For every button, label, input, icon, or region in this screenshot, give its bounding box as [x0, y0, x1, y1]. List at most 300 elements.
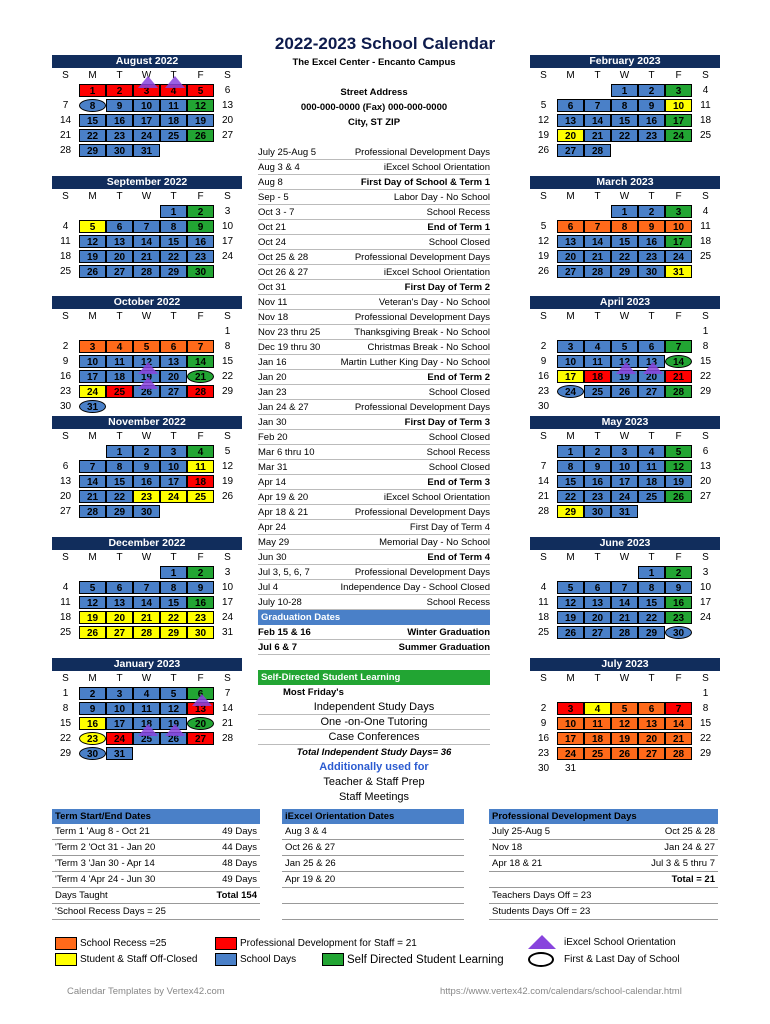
day-cell: 23: [59, 386, 72, 397]
day-cell: 15: [160, 235, 187, 248]
day-cell: 11: [106, 355, 133, 368]
event-row: [258, 565, 490, 580]
day-cell: 13: [699, 461, 712, 472]
weekday-label: F: [197, 673, 204, 684]
month-calendar: [530, 176, 720, 279]
day-cell: 20: [584, 611, 611, 624]
weekday-label: W: [619, 431, 630, 442]
weekday-label: S: [224, 552, 231, 563]
day-cell: 12: [79, 596, 106, 609]
event-row: [258, 445, 490, 460]
event-row: [258, 160, 490, 175]
week-row: [52, 98, 242, 113]
day-cell: [79, 204, 106, 219]
day-cell: 6: [106, 220, 133, 233]
day-cell: [214, 264, 241, 279]
day-cell: [106, 565, 133, 580]
event-date: Nov 23 thru 25: [258, 327, 321, 338]
event-desc: First Day of School & Term 1: [360, 177, 490, 188]
day-cell: 11: [638, 460, 665, 473]
graduation-label: Winter Graduation: [407, 627, 490, 638]
day-cell: 19: [79, 250, 106, 263]
day-cell: 5: [160, 687, 187, 700]
day-cell: 17: [106, 717, 133, 730]
day-cell: 14: [584, 114, 611, 127]
day-cell: 21: [665, 732, 692, 745]
footer-left-link[interactable]: Calendar Templates by Vertex42.com: [67, 986, 225, 997]
box-cell-left: Teachers Days Off = 23: [492, 890, 592, 901]
day-cell: [692, 625, 719, 640]
week-row: [530, 83, 720, 98]
day-cell: [584, 83, 611, 98]
orange-swatch: [55, 937, 77, 950]
day-cell: 31: [79, 400, 106, 413]
day-cell: 3: [665, 84, 692, 97]
orientation-triangle-icon: [138, 724, 158, 736]
weekday-label: T: [594, 673, 601, 684]
day-cell: 13: [638, 717, 665, 730]
day-cell: 4: [584, 340, 611, 353]
day-cell: 24: [611, 490, 638, 503]
month-header: January 2023: [52, 658, 242, 671]
day-cell: 17: [133, 114, 160, 127]
day-cell: 11: [584, 717, 611, 730]
event-date: Jun 30: [258, 552, 287, 563]
day-cell: 9: [187, 581, 214, 594]
week-row: [530, 399, 720, 414]
weekday-label: S: [702, 431, 709, 442]
day-cell: 12: [557, 596, 584, 609]
day-cell: 29: [699, 748, 712, 759]
day-cell: [611, 686, 638, 701]
day-cell: 11: [538, 597, 549, 608]
day-cell: 11: [160, 99, 187, 112]
week-row: [530, 444, 720, 459]
event-desc: Martin Luther King Day - No School: [340, 357, 490, 368]
day-cell: 12: [611, 355, 638, 368]
box-row: [282, 872, 464, 888]
day-cell: 31: [133, 144, 160, 157]
sdl-item: One -on-One Tutoring: [258, 715, 490, 730]
day-cell: 14: [611, 596, 638, 609]
day-cell: 7: [187, 340, 214, 353]
day-cell: 29: [557, 505, 584, 518]
day-cell: 13: [106, 235, 133, 248]
day-cell: 12: [665, 460, 692, 473]
day-cell: 28: [59, 145, 72, 156]
event-row: [258, 475, 490, 490]
weekday-label: S: [62, 311, 69, 322]
event-row: [258, 220, 490, 235]
day-cell: [692, 143, 719, 158]
day-cell: [584, 399, 611, 414]
day-cell: 7: [62, 100, 69, 111]
weekday-label: M: [566, 552, 575, 563]
footer-right-link[interactable]: https://www.vertex42.com/calendars/school-calendar.html: [440, 986, 682, 997]
event-row: [258, 235, 490, 250]
event-desc: Professional Development Days: [354, 567, 490, 578]
day-cell: 7: [133, 220, 160, 233]
weekday-label: T: [648, 70, 655, 81]
day-cell: 30: [133, 505, 160, 518]
week-row: [530, 610, 720, 625]
day-cell: [160, 504, 187, 519]
day-cell: 24: [79, 385, 106, 398]
day-cell: 27: [557, 265, 584, 278]
day-cell: 4: [584, 702, 611, 715]
day-cell: 27: [699, 491, 712, 502]
day-cell: 14: [133, 596, 160, 609]
day-cell: 3: [611, 445, 638, 458]
city-state-zip: City, ST ZIP: [347, 117, 401, 128]
event-desc: First Day of Term 4: [409, 522, 490, 533]
day-cell: 15: [699, 356, 712, 367]
day-cell: 20: [699, 476, 712, 487]
day-cell: 11: [133, 702, 160, 715]
weekday-row: [530, 309, 720, 324]
weekday-label: S: [702, 70, 709, 81]
weekday-label: F: [675, 191, 682, 202]
day-cell: 25: [584, 747, 611, 760]
day-cell: 14: [187, 355, 214, 368]
orientation-triangle-icon: [192, 694, 212, 706]
box-cell-left: Apr 19 & 20: [285, 874, 336, 885]
weekday-row: [52, 429, 242, 444]
day-cell: [106, 324, 133, 339]
weekday-label: M: [566, 191, 575, 202]
day-cell: [692, 399, 719, 414]
day-cell: 22: [638, 611, 665, 624]
week-row: [530, 701, 720, 716]
day-cell: 27: [557, 144, 584, 157]
day-cell: 23: [133, 490, 160, 503]
weekday-label: S: [540, 311, 547, 322]
day-cell: 13: [557, 114, 584, 127]
event-desc: End of Term 2: [427, 372, 490, 383]
month-header: December 2022: [52, 537, 242, 550]
day-cell: 25: [59, 266, 72, 277]
day-cell: 22: [79, 129, 106, 142]
blue-swatch: [215, 953, 237, 966]
day-cell: 9: [540, 356, 547, 367]
day-cell: 22: [699, 371, 712, 382]
week-row: [530, 625, 720, 640]
day-cell: 15: [106, 475, 133, 488]
day-cell: [665, 504, 692, 519]
day-cell: [611, 143, 638, 158]
week-row: [52, 595, 242, 610]
day-cell: 8: [638, 581, 665, 594]
day-cell: 19: [160, 717, 187, 730]
box-row: [489, 824, 718, 840]
day-cell: 10: [611, 460, 638, 473]
day-cell: 7: [79, 460, 106, 473]
day-cell: 23: [106, 129, 133, 142]
day-cell: 5: [540, 100, 547, 111]
weekday-label: F: [197, 431, 204, 442]
month-calendar: [530, 296, 720, 414]
day-cell: 3: [224, 567, 231, 578]
month-header: September 2022: [52, 176, 242, 189]
weekday-label: S: [702, 191, 709, 202]
day-cell: 5: [540, 221, 547, 232]
month-calendar: [530, 537, 720, 640]
day-cell: 24: [557, 385, 584, 398]
day-cell: 20: [59, 491, 72, 502]
day-cell: 7: [584, 99, 611, 112]
event-desc: School Recess: [426, 597, 490, 608]
day-cell: 8: [62, 703, 69, 714]
week-row: [530, 249, 720, 264]
weekday-label: S: [224, 191, 231, 202]
day-cell: [557, 399, 584, 414]
weekday-label: S: [224, 70, 231, 81]
event-date: Mar 6 thru 10: [258, 447, 315, 458]
day-cell: 18: [699, 236, 712, 247]
day-cell: 1: [79, 84, 106, 97]
day-cell: 17: [665, 235, 692, 248]
week-row: [530, 384, 720, 399]
day-cell: 1: [702, 326, 709, 337]
day-cell: 22: [59, 733, 72, 744]
day-cell: 3: [133, 84, 160, 97]
day-cell: 31: [106, 747, 133, 760]
day-cell: 27: [584, 626, 611, 639]
legend-pd: Professional Development for Staff = 21: [215, 937, 417, 950]
event-row: [258, 145, 490, 160]
weekday-label: M: [566, 311, 575, 322]
weekday-label: T: [594, 311, 601, 322]
weekday-row: [52, 671, 242, 686]
day-cell: 7: [584, 220, 611, 233]
day-cell: 27: [638, 747, 665, 760]
day-cell: 12: [221, 461, 234, 472]
weekday-row: [530, 550, 720, 565]
weekday-label: T: [170, 70, 177, 81]
event-row: [258, 280, 490, 295]
day-cell: 18: [187, 475, 214, 488]
day-cell: 2: [638, 84, 665, 97]
event-desc: End of Term 4: [427, 552, 490, 563]
day-cell: 28: [584, 265, 611, 278]
event-desc: Professional Development Days: [354, 507, 490, 518]
day-cell: 25: [638, 490, 665, 503]
weekday-label: F: [675, 673, 682, 684]
month-header: March 2023: [530, 176, 720, 189]
day-cell: [530, 565, 557, 580]
event-row: [258, 325, 490, 340]
day-cell: 3: [79, 340, 106, 353]
weekday-label: S: [702, 552, 709, 563]
day-cell: 21: [537, 491, 550, 502]
day-cell: 15: [59, 718, 72, 729]
box-cell-left: Nov 18: [492, 842, 523, 853]
weekday-label: T: [116, 552, 123, 563]
sdl-also-item: Teacher & Staff Prep: [323, 776, 425, 788]
week-row: [52, 459, 242, 474]
day-cell: 18: [59, 251, 72, 262]
weekday-row: [530, 189, 720, 204]
day-cell: [557, 204, 584, 219]
day-cell: 28: [79, 505, 106, 518]
day-cell: 3: [702, 567, 709, 578]
day-cell: 28: [187, 385, 214, 398]
day-cell: 24: [221, 251, 234, 262]
week-row: [52, 83, 242, 98]
weekday-label: M: [566, 70, 575, 81]
week-row: [530, 565, 720, 580]
day-cell: 5: [79, 220, 106, 233]
weekday-label: F: [197, 552, 204, 563]
day-cell: 4: [62, 582, 69, 593]
weekday-label: T: [116, 673, 123, 684]
day-cell: 5: [665, 445, 692, 458]
day-cell: [638, 324, 665, 339]
day-cell: 12: [79, 235, 106, 248]
event-row: [258, 205, 490, 220]
day-cell: 9: [187, 220, 214, 233]
event-desc: iExcel School Orientation: [383, 492, 490, 503]
event-desc: Professional Development Days: [354, 252, 490, 263]
day-cell: 19: [187, 114, 214, 127]
day-cell: 13: [557, 235, 584, 248]
weekday-label: F: [675, 431, 682, 442]
day-cell: [214, 399, 241, 414]
box-row: [489, 904, 718, 920]
weekday-label: F: [675, 311, 682, 322]
day-cell: 16: [638, 114, 665, 127]
day-cell: 14: [665, 717, 692, 730]
day-cell: 21: [133, 611, 160, 624]
event-desc: Professional Development Days: [354, 312, 490, 323]
event-row: [258, 580, 490, 595]
month-header: July 2023: [530, 658, 720, 671]
day-cell: 16: [106, 114, 133, 127]
day-cell: 13: [187, 702, 214, 715]
weekday-label: T: [116, 311, 123, 322]
day-cell: 2: [187, 566, 214, 579]
day-cell: [665, 143, 692, 158]
day-cell: 17: [665, 114, 692, 127]
weekday-label: M: [88, 311, 97, 322]
month-header: June 2023: [530, 537, 720, 550]
day-cell: 24: [221, 612, 234, 623]
event-date: Aug 8: [258, 177, 283, 188]
graduation-label: Summer Graduation: [398, 642, 490, 653]
day-cell: 10: [699, 582, 712, 593]
day-cell: 20: [638, 370, 665, 383]
day-cell: 23: [187, 611, 214, 624]
day-cell: 6: [106, 581, 133, 594]
event-desc: School Closed: [428, 432, 490, 443]
day-cell: 24: [160, 490, 187, 503]
day-cell: [584, 565, 611, 580]
day-cell: 1: [638, 566, 665, 579]
day-cell: [611, 324, 638, 339]
event-desc: Independence Day - School Closed: [340, 582, 490, 593]
day-cell: 31: [564, 763, 577, 774]
week-row: [530, 504, 720, 519]
day-cell: 6: [62, 461, 69, 472]
day-cell: 16: [537, 733, 550, 744]
event-date: Feb 20: [258, 432, 288, 443]
day-cell: 3: [557, 702, 584, 715]
day-cell: 10: [133, 99, 160, 112]
day-cell: 21: [79, 490, 106, 503]
weekday-label: M: [566, 673, 575, 684]
day-cell: 20: [221, 115, 234, 126]
month-calendar: [52, 55, 242, 158]
day-cell: 25: [133, 732, 160, 745]
orientation-triangle-icon: [138, 76, 158, 88]
event-row: [258, 190, 490, 205]
weekday-label: S: [540, 431, 547, 442]
day-cell: 6: [187, 687, 214, 700]
day-cell: 20: [106, 611, 133, 624]
day-cell: 11: [700, 221, 711, 232]
event-date: Mar 31: [258, 462, 288, 473]
day-cell: 17: [699, 597, 712, 608]
graduation-list: [258, 625, 490, 655]
week-row: [52, 504, 242, 519]
day-cell: 14: [59, 115, 72, 126]
week-row: [530, 369, 720, 384]
day-cell: 29: [221, 386, 234, 397]
day-cell: 23: [537, 748, 550, 759]
month-calendar: [52, 296, 242, 414]
day-cell: 17: [221, 597, 234, 608]
week-row: [530, 339, 720, 354]
weekday-label: T: [170, 311, 177, 322]
day-cell: 19: [557, 611, 584, 624]
weekday-label: W: [141, 191, 152, 202]
event-row: [258, 265, 490, 280]
day-cell: 15: [611, 235, 638, 248]
day-cell: 22: [221, 371, 234, 382]
day-cell: 2: [62, 341, 69, 352]
month-header: February 2023: [530, 55, 720, 68]
day-cell: 13: [638, 355, 665, 368]
day-cell: 26: [665, 490, 692, 503]
box-cell-left: Oct 26 & 27: [285, 842, 336, 853]
week-row: [530, 219, 720, 234]
day-cell: 9: [584, 460, 611, 473]
orientation-triangle-icon: [165, 724, 185, 736]
week-row: [52, 204, 242, 219]
day-cell: 31: [665, 265, 692, 278]
day-cell: 29: [611, 265, 638, 278]
day-cell: 26: [160, 732, 187, 745]
month-header: August 2022: [52, 55, 242, 68]
day-cell: [214, 143, 241, 158]
box-cell-right: 44 Days: [222, 842, 257, 853]
day-cell: 2: [665, 566, 692, 579]
day-cell: 9: [665, 581, 692, 594]
day-cell: [187, 746, 214, 761]
weekday-label: T: [594, 191, 601, 202]
weekday-row: [530, 68, 720, 83]
day-cell: 31: [221, 627, 234, 638]
day-cell: [557, 83, 584, 98]
day-cell: 6: [702, 446, 709, 457]
weekday-label: W: [619, 191, 630, 202]
event-desc: Professional Development Days: [354, 402, 490, 413]
week-row: [52, 610, 242, 625]
weekday-label: T: [594, 70, 601, 81]
weekday-label: M: [566, 431, 575, 442]
day-cell: [133, 399, 160, 414]
orientation-triangle-icon: [138, 362, 158, 374]
